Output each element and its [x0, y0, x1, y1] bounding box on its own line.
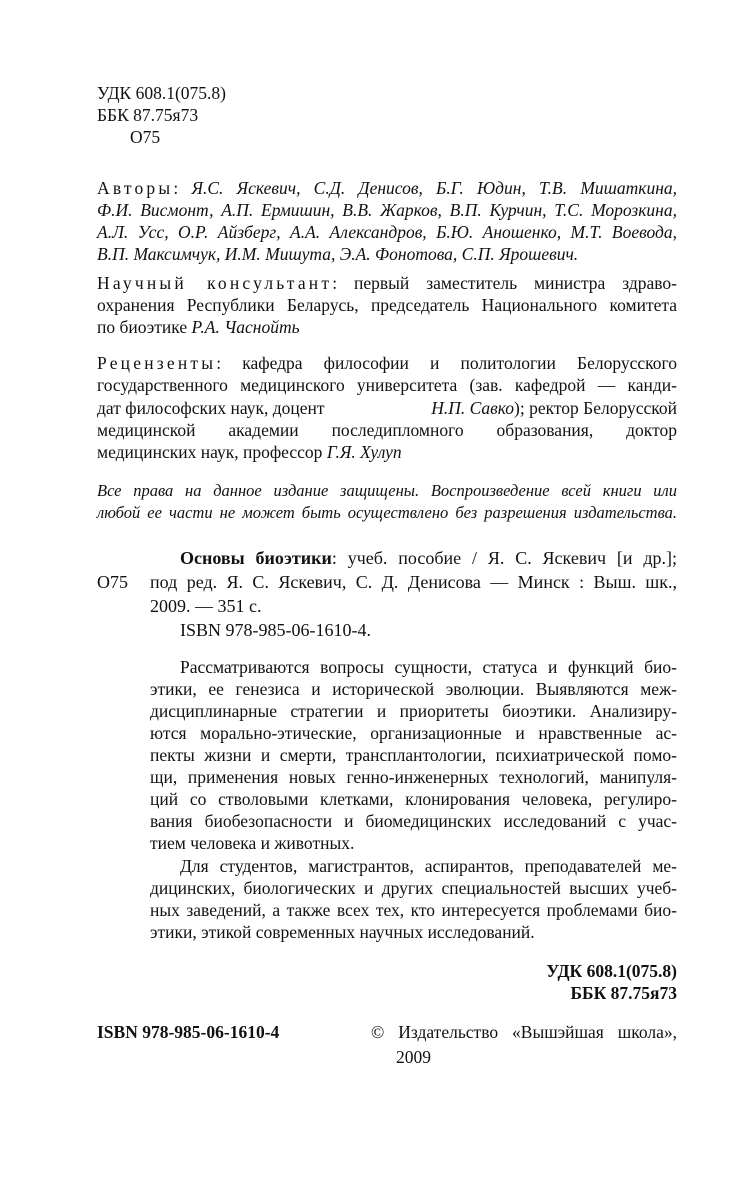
- catalog-isbn: ISBN 978-985-06-1610-4.: [180, 620, 371, 640]
- rights-line-2: любой ее части не может быть осуществлено без разрешения издательства.: [97, 503, 677, 522]
- annotation-line: дицинских, биологических и других специальностей высших учеб-: [150, 878, 677, 898]
- annotation-line: дисциплинарные стратегии и приоритеты биоэтики. Анализиру-: [150, 701, 677, 721]
- authors-line-2: Ф.И. Висмонт, А.П. Ермишин, В.В. Жарков, В.П. Курчин, Т.С. Морозкина,: [97, 200, 677, 220]
- authors-line-4: В.П. Максимчук, И.М. Мишута, Э.А. Фонотова, С.П. Ярошевич.: [97, 244, 579, 264]
- reviewers-line-1: Рецензенты: кафедра философии и политологии Белорусского: [97, 353, 677, 373]
- consultant-name: Р.А. Часнойть: [191, 317, 300, 337]
- udk-code: УДК 608.1(075.8): [97, 83, 227, 103]
- consultant-line-2: охранения Республики Беларусь, председатель Национального комитета: [97, 295, 677, 315]
- annotation-line: ций со стволовыми клетками, клонирования человека, регулиро-: [150, 789, 677, 809]
- annotation-line: пекты жизни и смерти, трансплантологии, психиатрической помо-: [150, 745, 677, 765]
- reviewers-line-2: государственного медицинского университета (зав. кафедрой — канди-: [97, 375, 677, 395]
- catalog-line-2: под ред. Я. С. Яскевич, С. Д. Денисова — Минск : Выш. шк.,: [150, 572, 677, 592]
- annotation-line: Рассматриваются вопросы сущности, статуса и функций био-: [180, 657, 677, 677]
- book-title: Основы биоэтики: [180, 548, 332, 568]
- consultant-line-1: Научный консультант: первый заместитель министра здраво-: [97, 273, 677, 293]
- catalog-code: О75: [97, 572, 128, 592]
- reviewers-line-5: медицинских наук, профессор Г.Я. Хулуп: [97, 442, 402, 462]
- footer-bbk: ББК 87.75я73: [570, 983, 677, 1003]
- copyright-year: 2009: [396, 1047, 431, 1067]
- reviewer-name-2: Г.Я. Хулуп: [326, 442, 402, 462]
- annotation-line: Для студентов, магистрантов, аспирантов, преподавателей ме-: [180, 856, 677, 876]
- annotation-line: этики, этикой современных научных исследований.: [150, 922, 535, 942]
- consultant-label: Научный консультант: [97, 273, 333, 293]
- authors-label: Авторы: [97, 178, 174, 198]
- annotation-line: тием человека и животных.: [150, 833, 355, 853]
- author-sign-code: О75: [130, 127, 161, 147]
- bbk-code: ББК 87.75я73: [97, 105, 199, 125]
- annotation-line: ются морально-этические, организационные и нравственные ас-: [150, 723, 677, 743]
- footer-udk: УДК 608.1(075.8): [546, 961, 677, 981]
- annotation-line: этики, ее генезиса и исторической эволюции. Выявляются меж-: [150, 679, 677, 699]
- footer-isbn: ISBN 978-985-06-1610-4: [97, 1022, 280, 1042]
- reviewers-line-4: медицинской академии последипломного образования, доктор: [97, 420, 677, 440]
- annotation-line: ных заведений, а также всех тех, кто интересуется проблемами био-: [150, 900, 677, 920]
- catalog-line-3: 2009. — 351 с.: [150, 596, 262, 616]
- catalog-line-1: Основы биоэтики: учеб. пособие / Я. С. Яскевич [и др.];: [180, 548, 678, 568]
- reviewers-label: Рецензенты: [97, 353, 217, 373]
- reviewer-name-1: Н.П. Савко: [431, 398, 515, 418]
- authors-line-1: Авторы: Я.С. Яскевич, С.Д. Денисов, Б.Г. Юдин, Т.В. Мишаткина,: [97, 178, 677, 198]
- reviewers-line-3: дат философских наук, доцент Н.П. Савко); ректор Белорусской: [97, 398, 677, 418]
- authors-line-3: А.Л. Усс, О.Р. Айзберг, А.А. Александров, Б.Ю. Аношенко, М.Т. Воевода,: [97, 222, 677, 242]
- rights-line-1: Все права на данное издание защищены. Воспроизведение всей книги или: [97, 481, 677, 500]
- consultant-line-3: по биоэтике Р.А. Часнойть: [97, 317, 300, 337]
- copyright: © Издательство «Вышэйшая школа»,: [371, 1022, 677, 1042]
- annotation-line: вания биобезопасности и биомедицинских исследований с учас-: [150, 811, 677, 831]
- annotation-line: щи, применения новых генно-инженерных технологий, манипуля-: [150, 767, 677, 787]
